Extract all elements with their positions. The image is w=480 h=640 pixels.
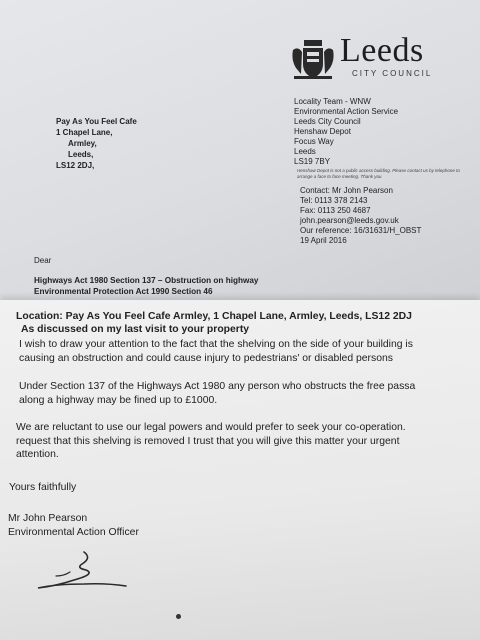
contact-reference: Our reference: 16/31631/H_OBST bbox=[300, 226, 422, 235]
signatory-title: Environmental Action Officer bbox=[8, 527, 139, 538]
discussed-line: As discussed on my last visit to your property bbox=[21, 324, 250, 335]
council-crest-icon bbox=[290, 38, 336, 80]
sender-line: Leeds bbox=[294, 147, 316, 156]
subject-line-1: Highways Act 1980 Section 137 – Obstruction on highway bbox=[34, 276, 259, 285]
signatory-name: Mr John Pearson bbox=[8, 513, 88, 524]
paragraph-line: along a highway may be fined up to £1000. bbox=[19, 394, 218, 406]
recipient-line: 1 Chapel Lane, bbox=[56, 128, 113, 137]
sender-line: Focus Way bbox=[294, 137, 334, 146]
paragraph-request bbox=[16, 421, 406, 462]
council-logo bbox=[290, 32, 465, 83]
handwritten-signature bbox=[26, 548, 136, 594]
recipient-address bbox=[56, 116, 137, 171]
paragraph-obstruction bbox=[19, 338, 413, 365]
recipient-line: Pay As You Feel Cafe bbox=[56, 117, 137, 126]
ink-mark bbox=[176, 614, 181, 619]
subject-line-2: Environmental Protection Act 1990 Section 46 bbox=[34, 287, 213, 296]
closing: Yours faithfully bbox=[9, 482, 77, 493]
signatory-block bbox=[8, 512, 139, 540]
sender-line: Henshaw Depot bbox=[294, 127, 351, 136]
paragraph-line: I wish to draw your attention to the fact that the shelving on the side of your building is bbox=[19, 339, 413, 350]
contact-details bbox=[300, 186, 421, 246]
contact-tel: Tel: 0113 378 2143 bbox=[300, 196, 368, 205]
location-line: Location: Pay As You Feel Cafe Armley, 1 Chapel Lane, Armley, Leeds, LS12 2DJ bbox=[16, 311, 412, 322]
sender-address bbox=[294, 97, 398, 167]
paragraph-line: We are reluctant to use our legal powers and would prefer to seek your co-operation. bbox=[16, 422, 406, 433]
letter-date: 19 April 2016 bbox=[300, 236, 347, 245]
paragraph-line: request that this shelving is removed I trust that you will give this matter your urgent bbox=[16, 435, 400, 447]
contact-name: Contact: Mr John Pearson bbox=[300, 186, 393, 195]
sender-line: Locality Team - WNW bbox=[294, 97, 371, 106]
paragraph-line: attention. bbox=[16, 449, 59, 460]
paragraph-line: causing an obstruction and could cause injury to pedestrians' or disabled persons bbox=[19, 352, 393, 364]
logo-subtitle: CITY COUNCIL bbox=[352, 69, 433, 78]
contact-email: john.pearson@leeds.gov.uk bbox=[300, 216, 399, 225]
sender-line: LS19 7BY bbox=[294, 157, 331, 166]
contact-fax: Fax: 0113 250 4687 bbox=[300, 206, 371, 215]
depot-access-note: Henshaw Depot is not a public access building. Please contact us by telephone to arrange a face to face meeting. Thank you bbox=[297, 168, 460, 179]
logo-name: Leeds bbox=[340, 32, 424, 69]
subject-heading bbox=[34, 275, 258, 297]
paragraph-penalty bbox=[19, 380, 415, 407]
salutation: Dear bbox=[34, 256, 52, 265]
paragraph-line: Under Section 137 of the Highways Act 1980 any person who obstructs the free passa bbox=[19, 381, 416, 392]
sender-line: Leeds City Council bbox=[294, 117, 361, 126]
recipient-line: LS12 2DJ, bbox=[56, 161, 95, 170]
sender-line: Environmental Action Service bbox=[294, 107, 399, 116]
recipient-line: Armley, bbox=[68, 139, 97, 148]
recipient-line: Leeds, bbox=[68, 150, 94, 159]
